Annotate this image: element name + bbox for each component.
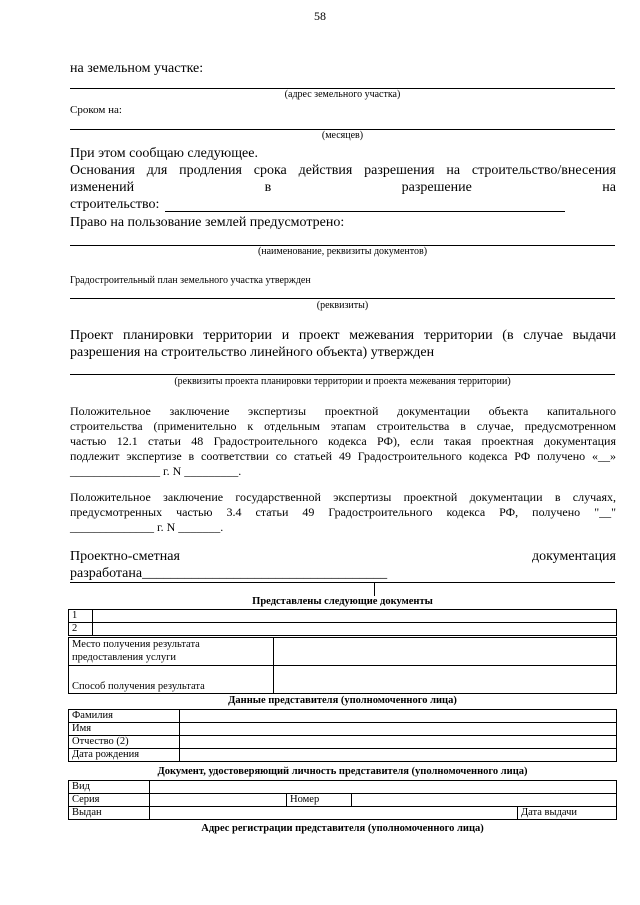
gpzu-caption: (реквизиты) bbox=[316, 300, 369, 311]
docs-table bbox=[68, 609, 617, 636]
result-place-label: Место получения результата предоставления услуги bbox=[69, 638, 274, 666]
inform-text: При этом сообщаю следующее. bbox=[70, 146, 258, 161]
id-issued-value[interactable] bbox=[150, 807, 518, 820]
design-line-1 bbox=[70, 548, 616, 565]
representative-row bbox=[69, 723, 617, 736]
project-line-1: Проект планировки территории и проект межевания территории (в случае выдачи bbox=[70, 328, 616, 343]
design-word-1: Проектно-сметная bbox=[70, 549, 180, 564]
id-type-row bbox=[69, 781, 617, 794]
expertise-line-5: _______________ г. N _________. bbox=[70, 464, 242, 478]
basis-word-2: в bbox=[264, 180, 272, 195]
docs-row-1 bbox=[69, 610, 617, 623]
page-number: 58 bbox=[314, 9, 326, 23]
result-place-row bbox=[69, 638, 617, 666]
design-word-2: документация bbox=[531, 549, 616, 564]
project-paragraph bbox=[70, 327, 616, 361]
result-table bbox=[68, 637, 617, 694]
state-expertise-line-3: ______________ г. N _______. bbox=[70, 520, 224, 534]
docs-row-number: 1 bbox=[69, 610, 93, 623]
surname-label: Фамилия bbox=[69, 710, 180, 723]
id-doc-table bbox=[68, 780, 617, 820]
project-caption: (реквизиты проекта планировки территории и проекта межевания территории) bbox=[174, 376, 511, 387]
docs-row-2 bbox=[69, 623, 617, 636]
basis-line-3: строительство: bbox=[70, 197, 160, 212]
project-line[interactable] bbox=[70, 374, 615, 375]
land-right-caption: (наименование, реквизиты документов) bbox=[257, 246, 428, 257]
birth-date-label: Дата рождения bbox=[69, 749, 180, 762]
id-issued-label: Выдан bbox=[69, 807, 150, 820]
basis-line[interactable] bbox=[165, 211, 565, 212]
representative-row bbox=[69, 749, 617, 762]
id-issued-row bbox=[69, 807, 617, 820]
basis-word-3: разрешение bbox=[401, 180, 472, 195]
id-issue-date-label: Дата выдачи bbox=[518, 807, 617, 820]
representative-row bbox=[69, 736, 617, 749]
representative-table bbox=[68, 709, 617, 762]
land-plot-label: на земельном участке: bbox=[70, 61, 204, 76]
expertise-line-3: частью 12.1 статьи 48 Градостроительного кодекса РФ), если такая проектная документация bbox=[70, 434, 616, 448]
patronymic-label: Отчество (2) bbox=[69, 736, 180, 749]
gpzu-line[interactable] bbox=[70, 298, 615, 299]
id-type-value[interactable] bbox=[150, 781, 617, 794]
design-separator bbox=[70, 582, 615, 583]
docs-row-value[interactable] bbox=[93, 623, 617, 636]
id-number-label: Номер bbox=[287, 794, 352, 807]
patronymic-value[interactable] bbox=[180, 736, 617, 749]
result-place-value[interactable] bbox=[274, 638, 617, 666]
state-expertise-line-2: предусмотренных частью 3.4 статьи 49 Градостроительного кодекса РФ, получено "__" bbox=[70, 505, 616, 519]
basis-line-1: Основания для продления срока действия разрешения на строительство/внесения bbox=[70, 163, 616, 178]
id-series-label: Серия bbox=[69, 794, 150, 807]
state-expertise-paragraph bbox=[70, 490, 616, 535]
id-series-row bbox=[69, 794, 617, 807]
result-method-value[interactable] bbox=[274, 666, 617, 694]
id-number-value[interactable] bbox=[352, 794, 617, 807]
name-value[interactable] bbox=[180, 723, 617, 736]
basis-line-2 bbox=[70, 179, 616, 196]
id-doc-header: Документ, удостоверяющий личность представителя (уполномоченного лица) bbox=[157, 766, 528, 777]
gpzu-label: Градостроительный план земельного участка утвержден bbox=[70, 275, 311, 286]
project-line-2: разрешения на строительство линейного объекта) утвержден bbox=[70, 345, 435, 360]
docs-header: Представлены следующие документы bbox=[252, 596, 433, 607]
id-type-label: Вид bbox=[69, 781, 150, 794]
result-method-row bbox=[69, 666, 617, 694]
design-line-2: разработана___________________________________ bbox=[70, 566, 388, 581]
docs-row-value[interactable] bbox=[93, 610, 617, 623]
expertise-line-2: строительства (применительно к отдельным этапам строительства в случае, предусмотренном bbox=[70, 419, 616, 433]
id-series-value[interactable] bbox=[150, 794, 287, 807]
state-expertise-line-1: Положительное заключение государственной экспертизы проектной документации в случаях, bbox=[70, 490, 616, 504]
surname-value[interactable] bbox=[180, 710, 617, 723]
representative-header: Данные представителя (уполномоченного лица) bbox=[228, 695, 457, 706]
expertise-line-4: подлежит экспертизе в соответствии со статьей 49 Градостроительного кодекса РФ получено «__» bbox=[70, 449, 616, 463]
term-caption: (месяцев) bbox=[321, 130, 364, 141]
expertise-line-1: Положительное заключение экспертизы проектной документации объекта капитального bbox=[70, 404, 616, 418]
docs-row-number: 2 bbox=[69, 623, 93, 636]
basis-word-1: изменений bbox=[70, 180, 135, 195]
basis-word-4: на bbox=[602, 180, 616, 195]
representative-row bbox=[69, 710, 617, 723]
term-label: Сроком на: bbox=[70, 104, 122, 116]
design-paragraph bbox=[70, 548, 616, 582]
land-right-label: Право на пользование землей предусмотрено: bbox=[70, 215, 345, 230]
expertise-paragraph bbox=[70, 404, 616, 479]
design-tick bbox=[374, 582, 375, 596]
name-label: Имя bbox=[69, 723, 180, 736]
land-plot-caption: (адрес земельного участка) bbox=[284, 89, 401, 100]
result-method-label: Способ получения результата bbox=[69, 666, 274, 694]
basis-paragraph bbox=[70, 162, 616, 213]
address-header: Адрес регистрации представителя (уполномоченного лица) bbox=[201, 823, 484, 834]
birth-date-value[interactable] bbox=[180, 749, 617, 762]
